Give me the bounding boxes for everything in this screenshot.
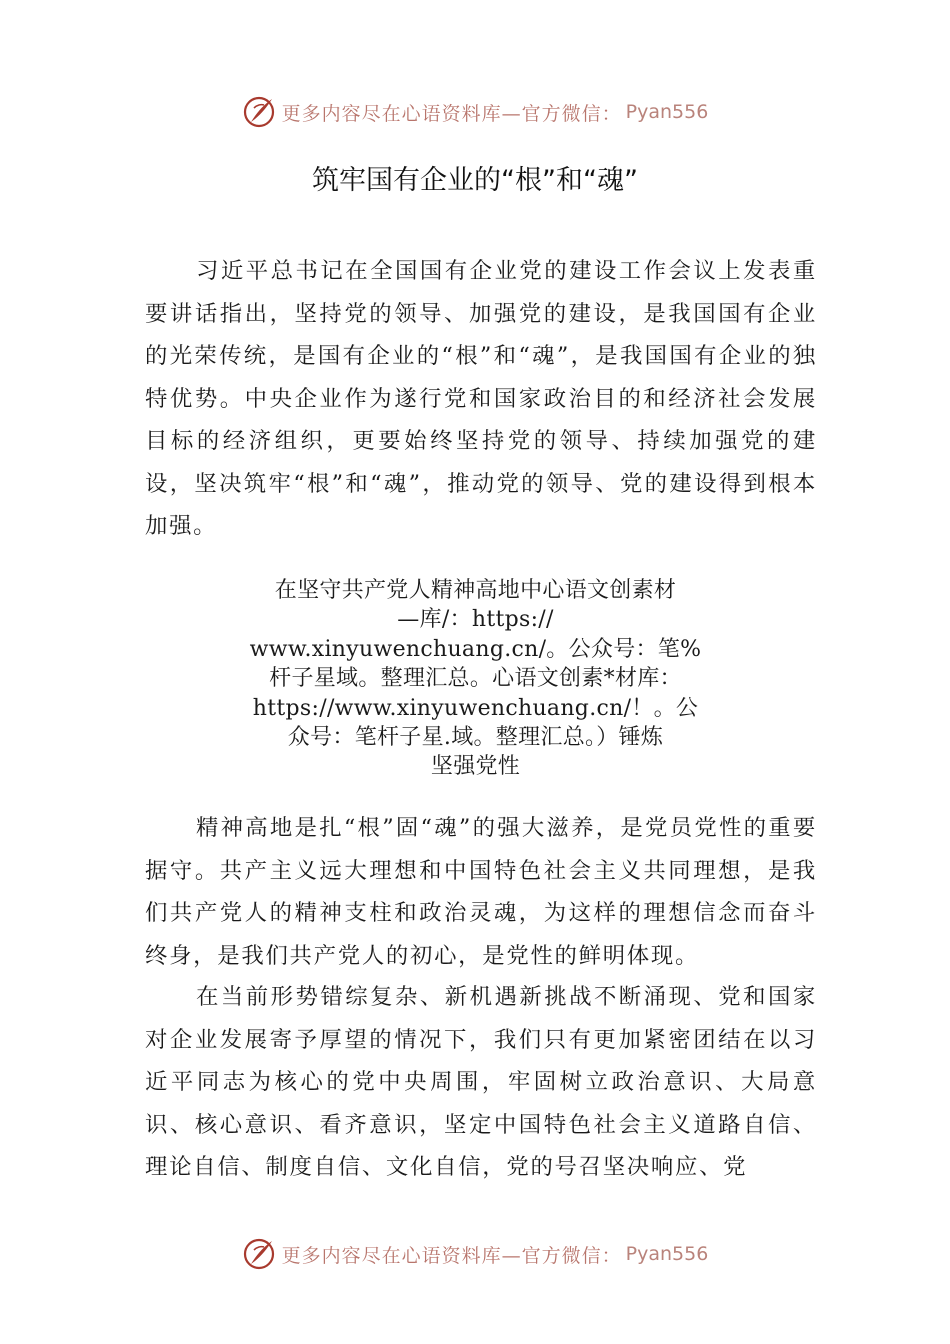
document-title: 筑牢国有企业的“根”和“魂” bbox=[312, 165, 638, 196]
banner-text: 更多内容尽在心语资料库—官方微信： bbox=[281, 1244, 622, 1267]
banner-text: 更多内容尽在心语资料库—官方微信： bbox=[281, 102, 622, 125]
quill-pen-circle-icon bbox=[242, 1237, 276, 1271]
body-paragraph-2: 精神高地是扎“根”固“魂”的强大滋养，是党员党性的重要据守。共产主义远大理想和中国特色社会主义共同理想，是我们共产党人的精神支柱和政治灵魂，为这样的理想信念而奋斗终身，是我们共产党人的初心，是党性的鲜明体现。 bbox=[145, 815, 817, 969]
inserted-text-line: —库/：https:// bbox=[397, 607, 554, 633]
inserted-text-line: 杆子星域。整理汇总。心语文创素*材库： bbox=[269, 666, 682, 692]
banner-wechat-id: Pyan556 bbox=[625, 101, 709, 123]
inserted-text-line: https://www.xinyuwenchuang.cn/！。公 bbox=[252, 695, 699, 721]
inserted-text-line: www.xinyuwenchuang.cn/。公众号：笔% bbox=[249, 636, 702, 662]
body-paragraph-1: 习近平总书记在全国国有企业党的建设工作会议上发表重要讲话指出，坚持党的领导、加强党的建设，是我国国有企业的光荣传统，是国有企业的“根”和“魂”，是我国国有企业的独特优势。中央企业作为遂行党和国家政治目的和经济社会发展目标的经济组织，更要始终坚持党的领导、持续加强党的建设，坚决筑牢“根”和“魂”，推动党的领导、党的建设得到根本加强。 bbox=[145, 258, 817, 539]
quill-pen-circle-icon bbox=[242, 95, 276, 129]
watermark-banner-top bbox=[0, 92, 950, 132]
watermark-banner-bottom bbox=[0, 1234, 950, 1274]
inserted-text-line: 坚强党性 bbox=[430, 754, 521, 780]
inserted-watermark-text bbox=[238, 576, 713, 782]
banner-wechat-id: Pyan556 bbox=[625, 1243, 709, 1265]
inserted-text-line: 在坚守共产党人精神高地中心语文创素材 bbox=[274, 578, 677, 603]
inserted-text-line: 众号：笔杆子星.域。整理汇总。）锤炼 bbox=[287, 725, 664, 751]
body-paragraph-3: 在当前形势错综复杂、新机遇新挑战不断涌现、党和国家对企业发展寄予厚望的情况下，我们只有更加紧密团结在以习近平同志为核心的党中央周围，牢固树立政治意识、大局意识、核心意识、看齐意识，坚定中国特色社会主义道路自信、理论自信、制度自信、文化自信，党的号召坚决响应、党 bbox=[145, 984, 817, 1180]
